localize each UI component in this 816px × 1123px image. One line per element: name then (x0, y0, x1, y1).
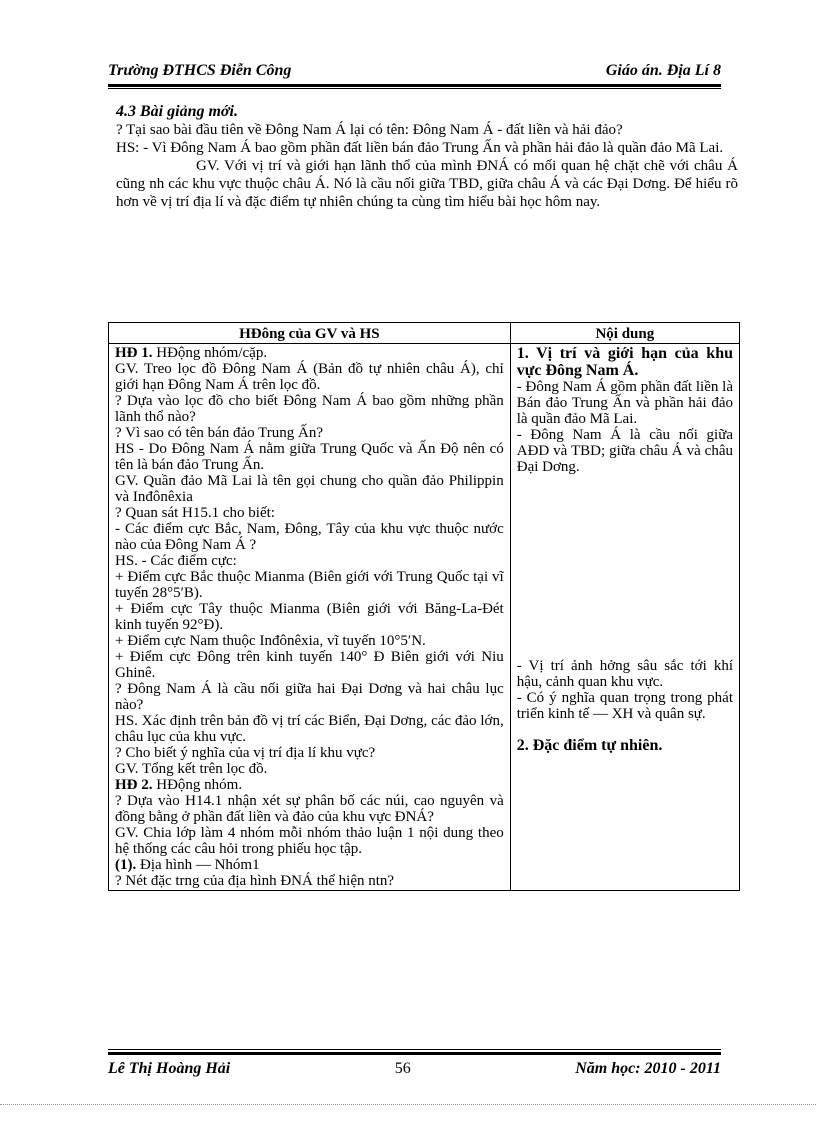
footer-rule (108, 1049, 721, 1050)
activity-line: + Điểm cực Tây thuộc Mianma (Biên giới với Băng-La-Đét kinh tuyến 92°Đ). (115, 601, 504, 633)
activity-line: ? Cho biết ý nghĩa của vị trí địa lí khu vực? (115, 745, 376, 761)
content-spacer (517, 475, 733, 658)
activities-cell (109, 344, 511, 891)
content-paragraph: - Đông Nam Á là cầu nối giữa AĐD và TBD; giữa châu Á và châu Đại Dơng. (516, 427, 733, 475)
activity-line: HS - Do Đông Nam Á nằm giữa Trung Quốc và Ấn Độ nên có tên là bán đảo Trung Ấn. (115, 441, 504, 473)
activity-line: HS. - Các điểm cực: (115, 553, 237, 569)
page-footer (108, 1058, 721, 1080)
activity-line: GV. Treo lọc đồ Đông Nam Á (Bản đồ tự nhiên châu Á), chỉ giới hạn Đông Nam Á trên lọc đồ. (115, 361, 504, 393)
col-content-header: Nội dung (510, 323, 739, 344)
activity-line: ? Quan sát H15.1 cho biết: (115, 505, 275, 521)
intro-answer: HS: - Vì Đông Nam Á bao gồm phần đất liền bán đảo Trung Ấn và phần hải đảo là quần đảo Mã Lai. (116, 140, 724, 156)
activity-line (115, 857, 504, 873)
school-year: Năm học: 2010 - 2011 (575, 1060, 721, 1077)
page-number: 56 (394, 1060, 411, 1077)
school-name: Trường ÐTHCS Ðiễn Công (108, 62, 292, 79)
activity-line: ? Nét đặc trng của địa hình ĐNÁ thể hiện ntn? (115, 873, 395, 889)
document-title: Giáo án. Ðịa Lí 8 (605, 62, 721, 79)
activity-line: GV. Tổng kết trên lọc đồ. (115, 761, 268, 777)
section-title: 4.3 Bài giảng mới. (116, 103, 238, 120)
activity-label: (1). (115, 857, 137, 873)
activity-line (115, 777, 504, 793)
activity-label: HĐ 2. (115, 777, 153, 793)
lesson-table (108, 322, 740, 891)
page-header (108, 50, 721, 80)
header-rule (108, 84, 721, 87)
activity-label: HĐ 1. (115, 345, 153, 361)
activities-list (115, 345, 504, 889)
activity-line: - Các điểm cực Bắc, Nam, Đông, Tây của khu vực thuộc nước nào của Đông Nam Á ? (115, 521, 504, 553)
table-row (109, 344, 740, 891)
intro-gv-text: GV. Với vị trí và giới hạn lãnh thổ của mình ĐNÁ có mối quan hệ chặt chẽ với châu Á cũng nh các khu vực thuộc châu Á. Nó là cầu nối giữa TBD, giữa châu Á và các Đại Dơng. Để hiểu rõ hơn về vị trí địa lí và đặc điểm tự nhiên chúng ta cùng tìm hiểu bài học hôm nay. (116, 158, 738, 210)
bottom-dotted-line (0, 1104, 816, 1105)
activity-line: ? Vì sao có tên bán đảo Trung Ấn? (115, 425, 324, 441)
header-rule-thin (108, 88, 721, 89)
activity-text: HĐộng nhóm. (152, 777, 243, 793)
activity-text: HĐộng nhóm/cặp. (152, 345, 268, 361)
content-title-2: 2. Đặc điểm tự nhiên. (516, 737, 663, 754)
col-activities-header: HĐông của GV và HS (109, 323, 511, 344)
activity-line: HS. Xác định trên bản đồ vị trí các Biển, Đại Dơng, các đảo lớn, châu lục của khu vực. (115, 713, 504, 745)
activity-line: ? Dựa vào lọc đồ cho biết Đông Nam Á bao gồm những phần lãnh thổ nào? (115, 393, 504, 425)
author-name: Lê Thị Hoàng Hải (108, 1060, 231, 1077)
intro-section (116, 103, 738, 211)
content-paragraph: - Đông Nam Á gồm phần đất liền là Bán đảo Trung Ấn và phần hải đảo là quần đảo Mã Lai. (516, 379, 733, 427)
footer-rule-thick (108, 1052, 721, 1055)
content-paragraph: - Vị trí ảnh hởng sâu sắc tới khí hậu, cảnh quan khu vực. (516, 658, 733, 690)
table-header-row (109, 323, 740, 344)
content-spacer (517, 722, 733, 738)
content-title-1: 1. Vị trí và giới hạn của khu vực Đông Nam Á. (516, 345, 733, 379)
activity-line: + Điểm cực Bắc thuộc Mianma (Biên giới với Trung Quốc tại vĩ tuyến 28°5′B). (115, 569, 504, 601)
activity-line (115, 345, 504, 361)
activity-line: GV. Chia lớp làm 4 nhóm mỗi nhóm thảo luận 1 nội dung theo hệ thống các câu hỏi trong phiếu học tập. (115, 825, 504, 857)
activity-line: + Điểm cực Nam thuộc Inđônêxia, vĩ tuyến 10°5′N. (115, 633, 426, 649)
activity-line: + Điểm cực Đông trên kinh tuyến 140° Đ Biên giới với Niu Ghinê. (115, 649, 504, 681)
activity-line: GV. Quần đảo Mã Lai là tên gọi chung cho quần đảo Philippin và Inđônêxia (115, 473, 504, 505)
activity-text: Địa hình — Nhóm1 (136, 857, 260, 873)
content-cell (510, 344, 739, 891)
intro-question: ? Tại sao bài đầu tiên về Đông Nam Á lại có tên: Đông Nam Á - đất liền và hải đảo? (116, 122, 623, 138)
content-paragraph: - Có ý nghĩa quan trọng trong phát triển kinh tế — XH và quân sự. (516, 690, 733, 722)
activity-line: ? Dựa vào H14.1 nhận xét sự phân bố các núi, cao nguyên và đồng bằng ở phần đất liền và đảo của khu vực ĐNÁ? (115, 793, 504, 825)
activity-line: ? Đông Nam Á là cầu nối giữa hai Đại Dơng và hai châu lục nào? (115, 681, 504, 713)
